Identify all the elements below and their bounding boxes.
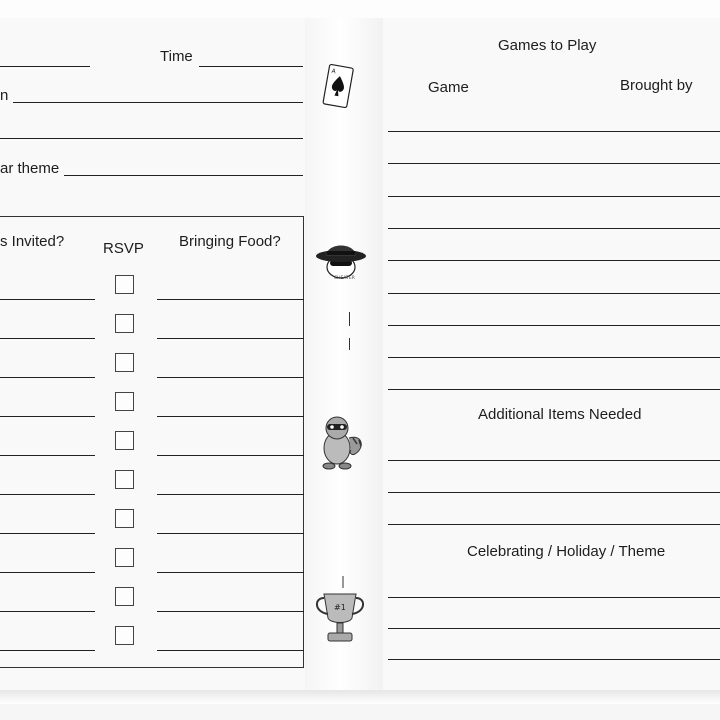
rsvp-checkbox[interactable] <box>115 314 134 333</box>
rsvp-checkbox[interactable] <box>115 548 134 567</box>
additional-item-line[interactable] <box>388 524 720 525</box>
time-line[interactable] <box>199 66 303 67</box>
rsvp-checkbox[interactable] <box>115 587 134 606</box>
celebrating-title: Celebrating / Holiday / Theme <box>467 543 666 560</box>
guest-name-line[interactable] <box>0 494 95 495</box>
rsvp-checkbox[interactable] <box>115 509 134 528</box>
spade-card-icon <box>321 62 355 112</box>
raccoon-icon <box>315 408 367 474</box>
rsvp-checkbox[interactable] <box>115 275 134 294</box>
theme-label-partial: ar theme <box>0 160 60 177</box>
food-line[interactable] <box>157 611 304 612</box>
page-edge-shadow <box>0 690 720 704</box>
rsvp-header: RSVP <box>103 240 144 257</box>
rsvp-checkbox[interactable] <box>115 470 134 489</box>
svg-text:#1: #1 <box>334 603 346 612</box>
food-line[interactable] <box>157 416 304 417</box>
invited-header: s Invited? <box>0 233 65 250</box>
food-line[interactable] <box>157 650 304 651</box>
theme-line[interactable] <box>64 175 303 176</box>
svg-text:CHEATER: CHEATER <box>334 276 355 281</box>
celebrating-line[interactable] <box>388 659 720 660</box>
game-entry-line[interactable] <box>388 293 720 294</box>
food-line[interactable] <box>157 455 304 456</box>
guest-name-line[interactable] <box>0 572 95 573</box>
guest-name-line[interactable] <box>0 338 95 339</box>
rsvp-checkbox[interactable] <box>115 626 134 645</box>
additional-item-line[interactable] <box>388 492 720 493</box>
guest-name-line[interactable] <box>0 455 95 456</box>
rsvp-checkbox[interactable] <box>115 392 134 411</box>
game-entry-line[interactable] <box>388 325 720 326</box>
blank-line[interactable] <box>0 138 303 139</box>
svg-text:A: A <box>331 67 337 76</box>
rsvp-table <box>0 216 304 668</box>
guest-name-line[interactable] <box>0 299 95 300</box>
game-entry-line[interactable] <box>388 131 720 132</box>
food-line[interactable] <box>157 533 304 534</box>
game-entry-line[interactable] <box>388 260 720 261</box>
guest-name-line[interactable] <box>0 377 95 378</box>
food-line[interactable] <box>157 299 304 300</box>
game-entry-line[interactable] <box>388 228 720 229</box>
gutter-tick <box>349 338 350 350</box>
food-line[interactable] <box>157 494 304 495</box>
guest-name-line[interactable] <box>0 611 95 612</box>
games-title: Games to Play <box>498 37 597 54</box>
rsvp-checkbox[interactable] <box>115 431 134 450</box>
trophy-icon <box>310 574 370 646</box>
game-entry-line[interactable] <box>388 163 720 164</box>
fedora-cheater-icon <box>314 234 368 282</box>
gutter-tick <box>349 312 350 326</box>
guest-name-line[interactable] <box>0 416 95 417</box>
additional-item-line[interactable] <box>388 460 720 461</box>
game-entry-line[interactable] <box>388 357 720 358</box>
game-entry-line[interactable] <box>388 389 720 390</box>
celebrating-line[interactable] <box>388 597 720 598</box>
date-line[interactable] <box>0 66 90 67</box>
additional-items-title: Additional Items Needed <box>478 406 642 423</box>
location-line[interactable] <box>13 102 303 103</box>
food-header: Bringing Food? <box>179 233 281 250</box>
game-header: Game <box>428 79 469 96</box>
rsvp-checkbox[interactable] <box>115 353 134 372</box>
location-label-partial: n <box>0 87 9 104</box>
food-line[interactable] <box>157 572 304 573</box>
food-line[interactable] <box>157 338 304 339</box>
time-label: Time <box>160 48 193 65</box>
guest-name-line[interactable] <box>0 650 95 651</box>
brought-by-header: Brought by <box>620 77 693 94</box>
game-entry-line[interactable] <box>388 196 720 197</box>
guest-name-line[interactable] <box>0 533 95 534</box>
food-line[interactable] <box>157 377 304 378</box>
celebrating-line[interactable] <box>388 628 720 629</box>
